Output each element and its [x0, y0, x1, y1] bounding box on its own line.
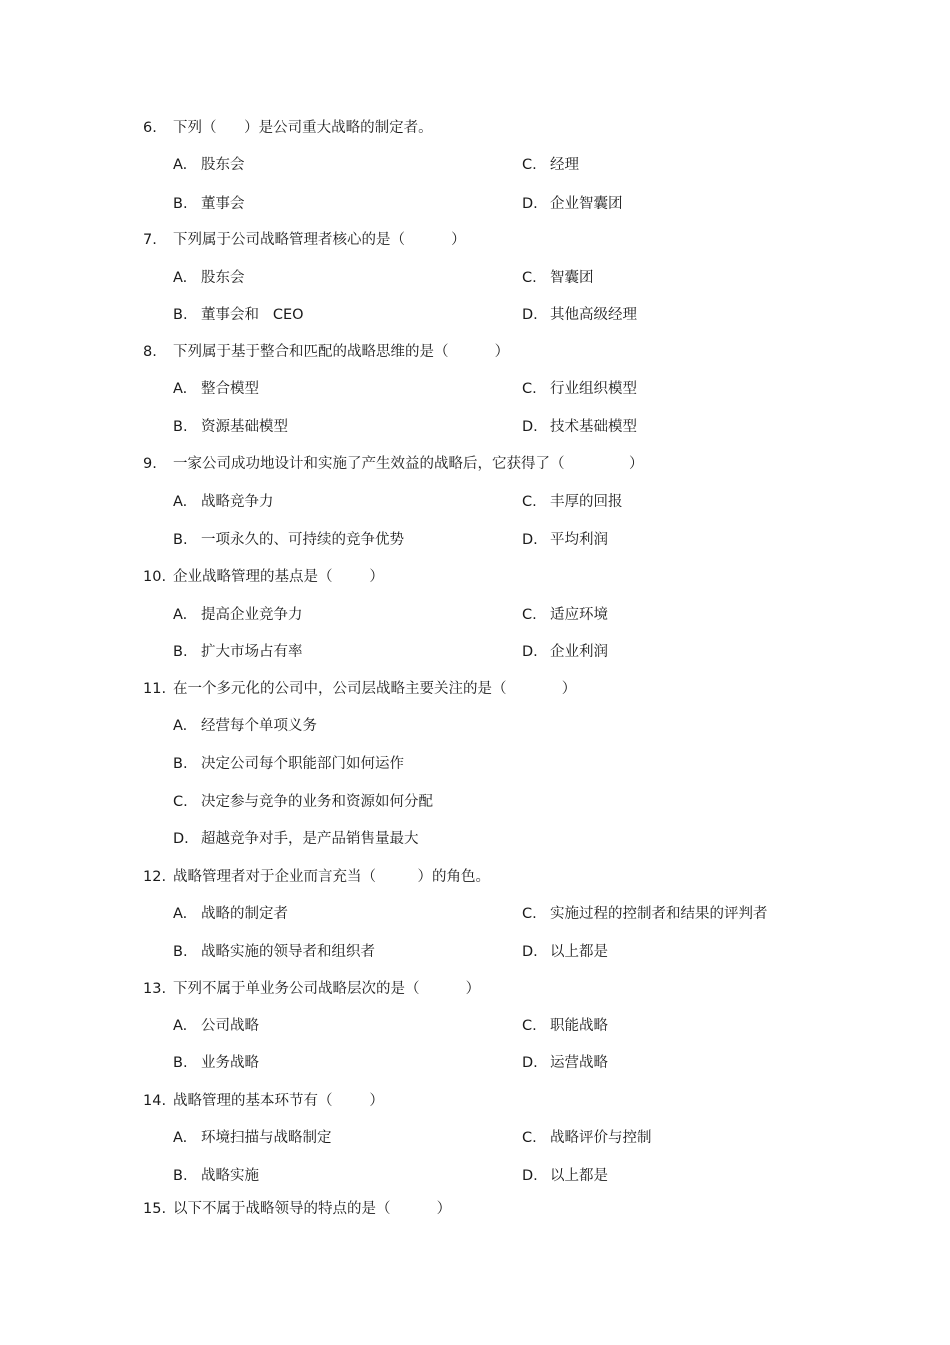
option-label: A. — [173, 270, 188, 286]
option-text: 适应环境 — [550, 607, 608, 623]
option-text: 经理 — [550, 157, 579, 173]
option-text: 企业利润 — [550, 644, 608, 660]
question-text: 下列（ ）是公司重大战略的制定者。 — [173, 120, 433, 136]
option-label: B. — [173, 532, 188, 548]
question-text: 下列不属于单业务公司战略层次的是（ ） — [173, 981, 481, 997]
option-label: D. — [522, 419, 538, 435]
option-text: 决定公司每个职能部门如何运作 — [201, 756, 404, 772]
question-number: 14. — [143, 1093, 167, 1109]
option-label: B. — [173, 196, 188, 212]
option-label: B. — [173, 419, 188, 435]
question-number: 15. — [143, 1201, 167, 1217]
option-text: 技术基础模型 — [550, 419, 637, 435]
option-label: C. — [522, 494, 537, 510]
option-text: 整合模型 — [201, 381, 259, 397]
option-text: 丰厚的回报 — [550, 494, 623, 510]
option-text: 经营每个单项义务 — [201, 718, 317, 734]
option-text: 以上都是 — [550, 1168, 608, 1184]
option-text: 决定参与竞争的业务和资源如何分配 — [201, 794, 433, 810]
option-text: 战略的制定者 — [201, 906, 288, 922]
option-text: 战略实施 — [201, 1168, 259, 1184]
option-label: C. — [522, 270, 537, 286]
option-text: 运营战略 — [550, 1055, 608, 1071]
option-label: A. — [173, 157, 188, 173]
option-text: 战略实施的领导者和组织者 — [201, 944, 375, 960]
option-label: A. — [173, 718, 188, 734]
option-text: 资源基础模型 — [201, 419, 288, 435]
option-label: C. — [522, 157, 537, 173]
option-label: B. — [173, 307, 188, 323]
question-number: 9. — [143, 456, 157, 472]
question-number: 10. — [143, 569, 167, 585]
question-text: 下列属于公司战略管理者核心的是（ ） — [173, 232, 466, 248]
option-label: A. — [173, 607, 188, 623]
option-text: 战略评价与控制 — [550, 1130, 652, 1146]
option-label: B. — [173, 1168, 188, 1184]
option-text: 股东会 — [201, 157, 245, 173]
option-label: D. — [522, 307, 538, 323]
option-text: 一项永久的、可持续的竞争优势 — [201, 532, 404, 548]
option-text: 董事会和 CEO — [201, 307, 304, 323]
question-text: 在一个多元化的公司中，公司层战略主要关注的是（ ） — [173, 681, 577, 697]
option-label: D. — [522, 1168, 538, 1184]
option-label: C. — [522, 381, 537, 397]
option-text: 公司战略 — [201, 1018, 259, 1034]
option-text: 战略竞争力 — [201, 494, 274, 510]
option-label: A. — [173, 1018, 188, 1034]
option-label: D. — [522, 944, 538, 960]
question-text: 以下不属于战略领导的特点的是（ ） — [173, 1201, 452, 1217]
question-number: 11. — [143, 681, 167, 697]
option-label: B. — [173, 944, 188, 960]
option-label: A. — [173, 381, 188, 397]
option-label: B. — [173, 756, 188, 772]
option-text: 股东会 — [201, 270, 245, 286]
option-label: C. — [522, 1130, 537, 1146]
option-label: D. — [522, 532, 538, 548]
option-text: 智囊团 — [550, 270, 594, 286]
option-text: 企业智囊团 — [550, 196, 623, 212]
option-text: 平均利润 — [550, 532, 608, 548]
option-text: 业务战略 — [201, 1055, 259, 1071]
option-text: 超越竞争对手，是产品销售量最大 — [201, 831, 419, 847]
question-number: 8. — [143, 344, 157, 360]
question-number: 12. — [143, 869, 167, 885]
option-label: C. — [522, 1018, 537, 1034]
question-text: 下列属于基于整合和匹配的战略思维的是（ ） — [173, 344, 510, 360]
option-text: 职能战略 — [550, 1018, 608, 1034]
option-text: 董事会 — [201, 196, 245, 212]
option-label: D. — [522, 644, 538, 660]
question-text: 战略管理者对于企业而言充当（ ）的角色。 — [173, 869, 490, 885]
question-number: 6. — [143, 120, 157, 136]
option-label: C. — [522, 607, 537, 623]
question-text: 企业战略管理的基点是（ ） — [173, 569, 384, 585]
option-text: 扩大市场占有率 — [201, 644, 303, 660]
question-text: 战略管理的基本环节有（ ） — [173, 1093, 384, 1109]
option-text: 其他高级经理 — [550, 307, 637, 323]
option-label: D. — [522, 196, 538, 212]
option-label: A. — [173, 906, 188, 922]
question-number: 13. — [143, 981, 167, 997]
option-label: B. — [173, 1055, 188, 1071]
option-label: C. — [522, 906, 537, 922]
option-label: A. — [173, 494, 188, 510]
option-text: 提高企业竞争力 — [201, 607, 303, 623]
question-text: 一家公司成功地设计和实施了产生效益的战略后，它获得了（ ） — [173, 456, 644, 472]
option-label: A. — [173, 1130, 188, 1146]
option-text: 环境扫描与战略制定 — [201, 1130, 332, 1146]
option-label: D. — [173, 831, 189, 847]
option-text: 实施过程的控制者和结果的评判者 — [550, 906, 768, 922]
option-label: C. — [173, 794, 188, 810]
option-text: 行业组织模型 — [550, 381, 637, 397]
option-label: B. — [173, 644, 188, 660]
option-text: 以上都是 — [550, 944, 608, 960]
option-label: D. — [522, 1055, 538, 1071]
question-number: 7. — [143, 232, 157, 248]
